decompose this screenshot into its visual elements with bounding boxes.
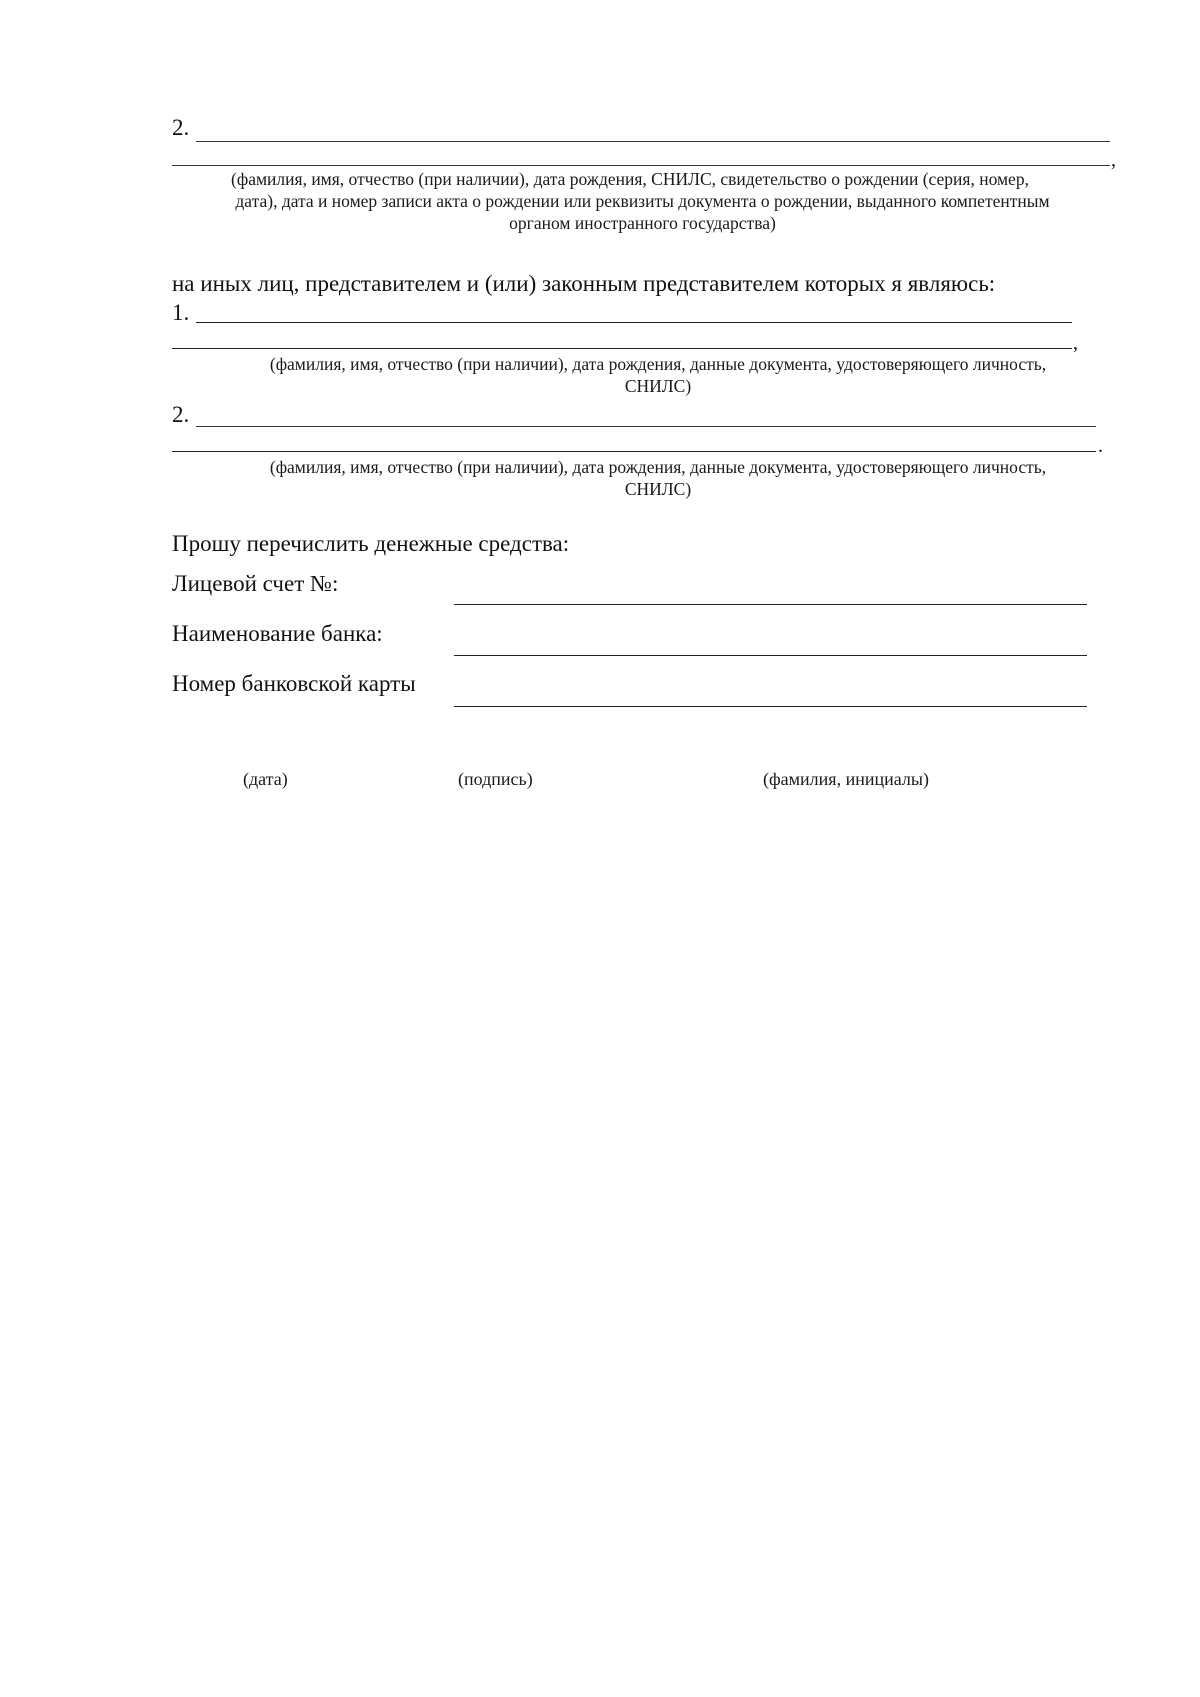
date-label: (дата) — [243, 769, 288, 789]
children-item2-number: 2. — [172, 115, 190, 140]
bank-name-field[interactable] — [454, 655, 1087, 656]
children-item2-line1[interactable] — [196, 141, 1110, 142]
children-item2-caption-line1: (фамилия, имя, отчество (при наличии), дата рождения, СНИЛС, свидетельство о рождении (серия, номер, — [231, 169, 1029, 189]
children-item2-caption-line2: дата), дата и номер записи акта о рождении или реквизиты документа о рождении, выданного компетентным — [235, 191, 1050, 211]
other-item2-caption-line1: (фамилия, имя, отчество (при наличии), дата рождения, данные документа, удостоверяющего личность, — [269, 457, 1047, 477]
other-item1-end-punct: , — [1073, 332, 1078, 354]
other-item1-line2[interactable] — [172, 348, 1072, 349]
children-item2-end-punct: , — [1111, 149, 1116, 171]
other-item2-caption-line2: СНИЛС) — [624, 479, 692, 499]
bank-name-label: Наименование банка: — [172, 621, 383, 646]
name-initials-label: (фамилия, инициалы) — [763, 769, 929, 789]
other-item2-number: 2. — [172, 402, 190, 427]
other-item1-caption-line1: (фамилия, имя, отчество (при наличии), дата рождения, данные документа, удостоверяющего личность, — [269, 354, 1047, 374]
children-item2-line2[interactable] — [172, 165, 1110, 166]
other-item1-caption-line2: СНИЛС) — [624, 376, 692, 396]
other-item2-end-punct: . — [1098, 435, 1103, 457]
other-item1-line1[interactable] — [196, 322, 1072, 323]
other-item2-line1[interactable] — [196, 426, 1096, 427]
other-item2-line2[interactable] — [172, 451, 1096, 452]
card-number-field[interactable] — [454, 706, 1087, 707]
signature-label: (подпись) — [458, 769, 533, 789]
other-persons-heading: на иных лиц, представителем и (или) законным представителем которых я являюсь: — [172, 271, 996, 296]
payment-heading: Прошу перечислить денежные средства: — [172, 531, 570, 556]
account-number-field[interactable] — [454, 604, 1087, 605]
account-number-label: Лицевой счет №: — [172, 571, 339, 596]
children-item2-caption-line3: органом иностранного государства) — [509, 213, 776, 233]
card-number-label: Номер банковской карты — [172, 671, 416, 696]
other-item1-number: 1. — [172, 300, 190, 325]
